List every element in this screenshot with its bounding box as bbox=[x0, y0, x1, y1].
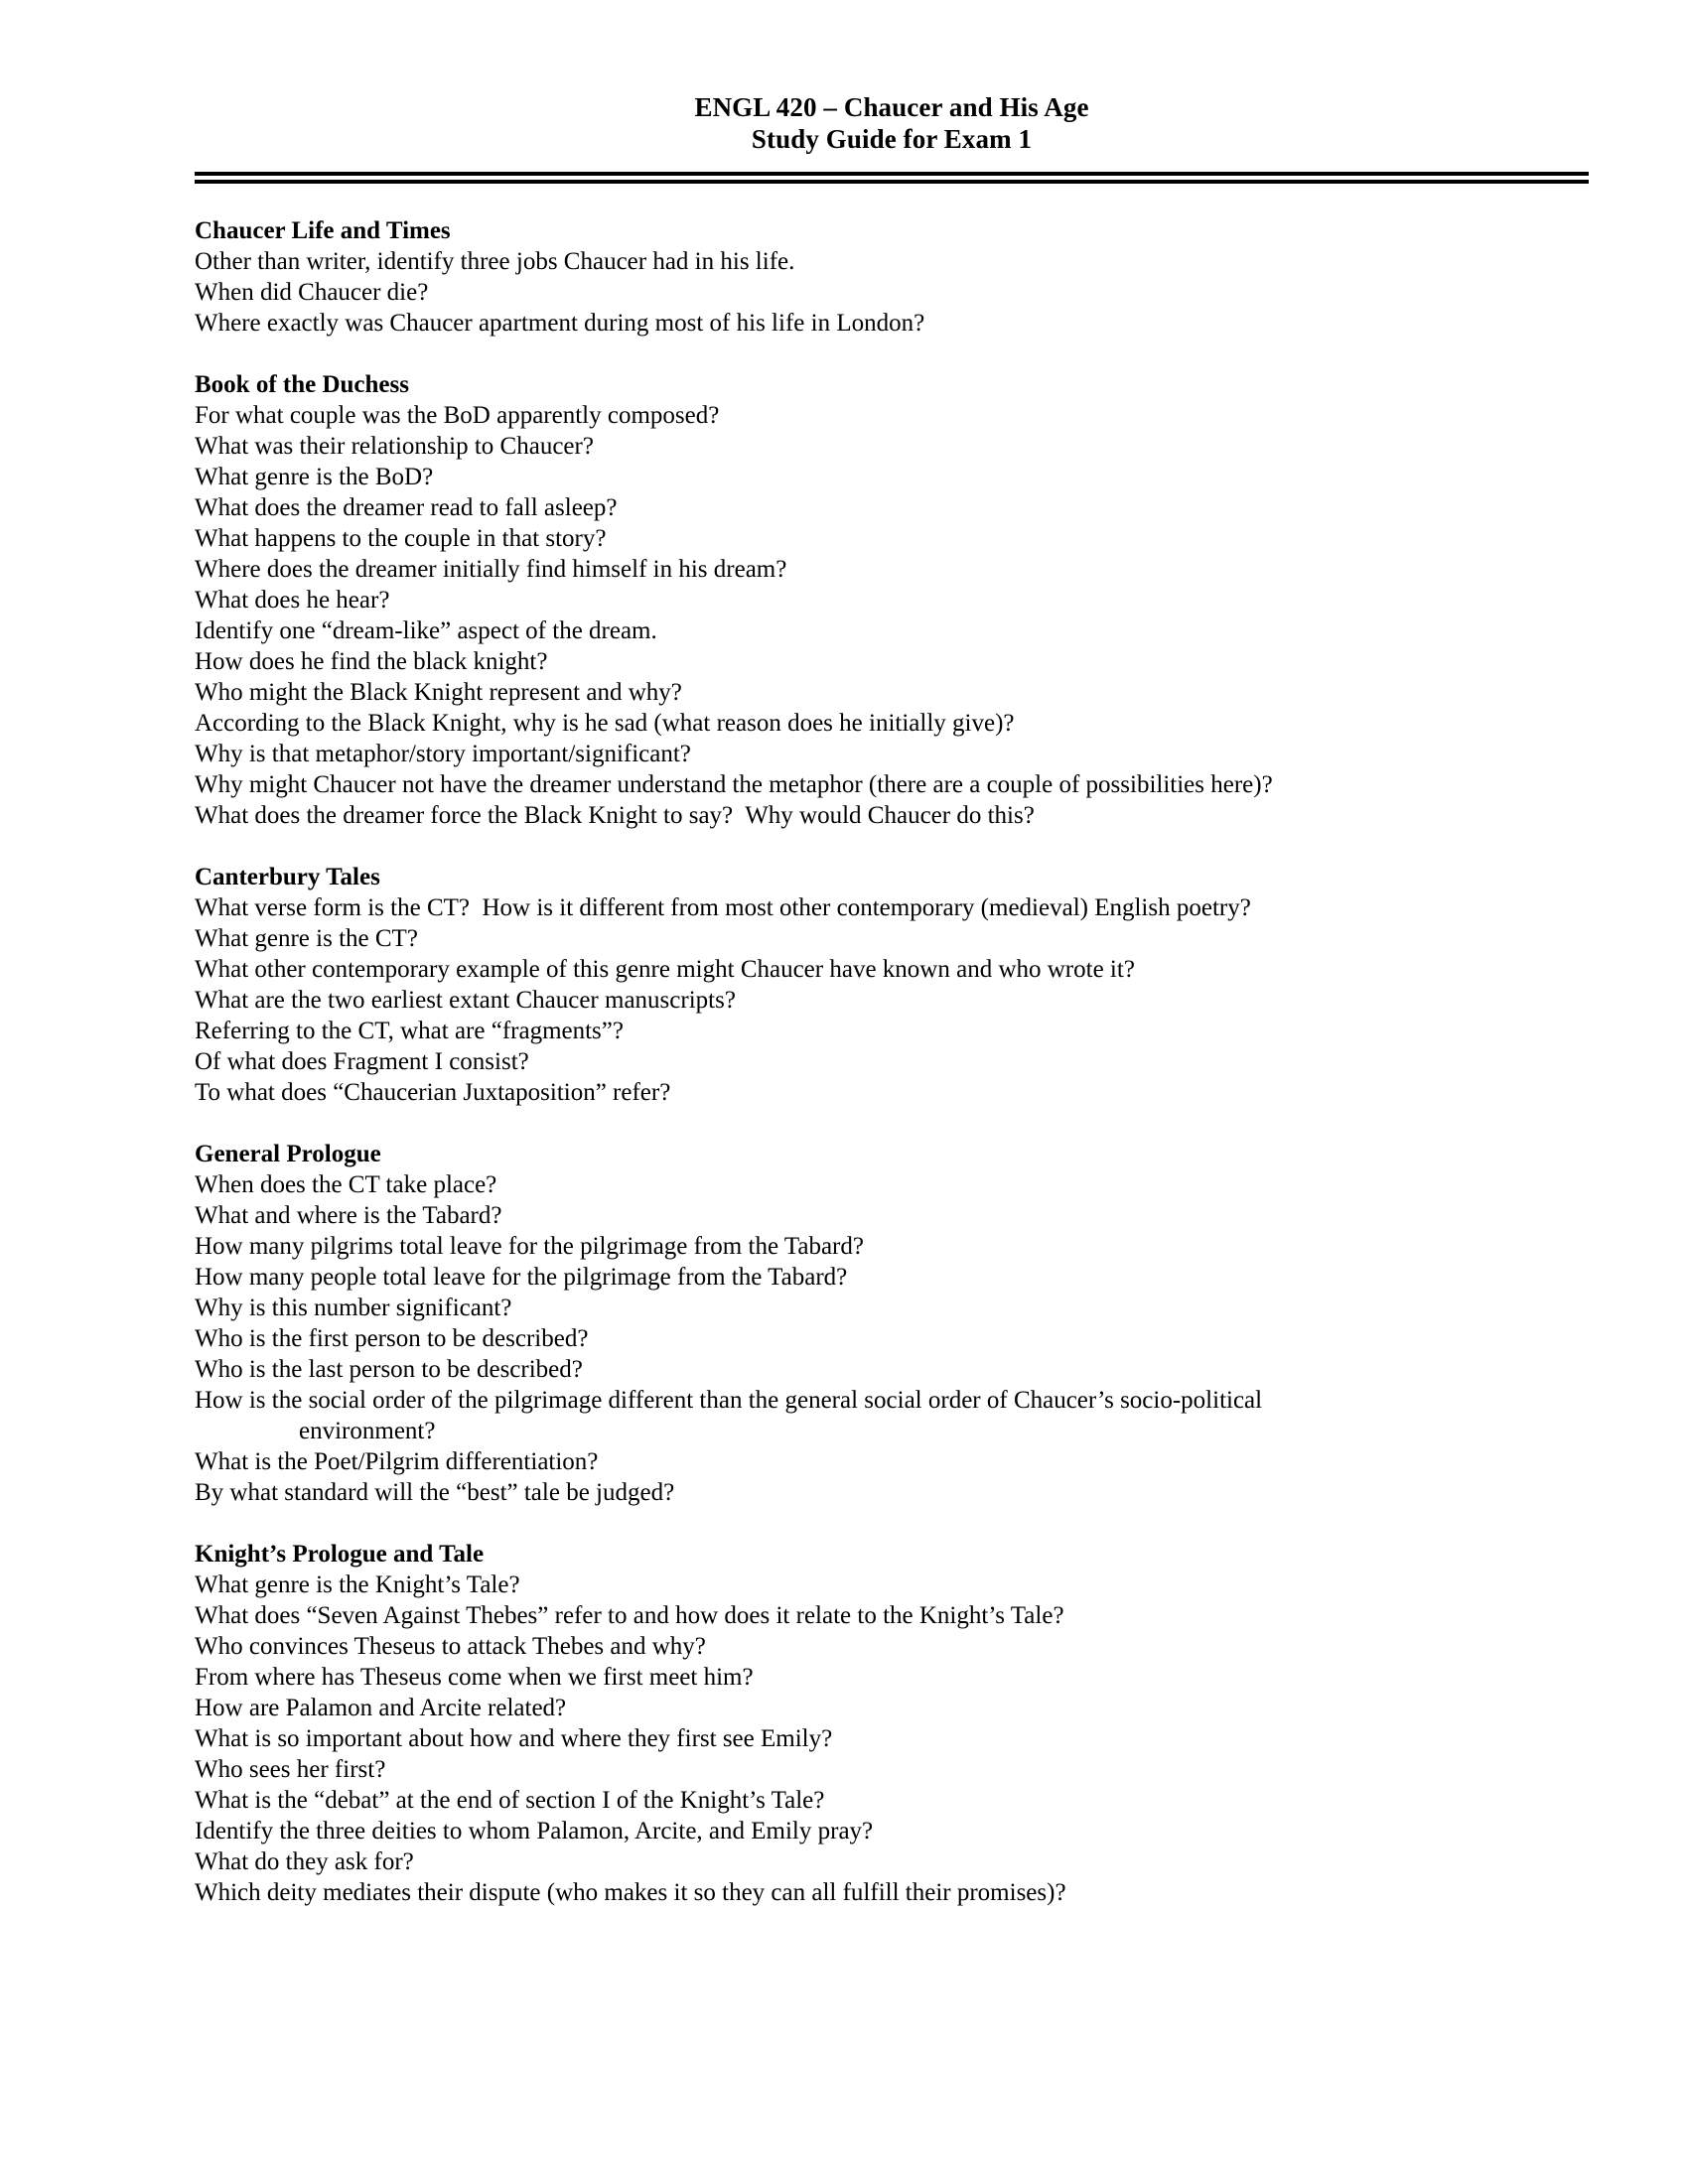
question-line: What is the “debat” at the end of section I of the Knight’s Tale? bbox=[195, 1787, 825, 1814]
question-line: Why is this number significant? bbox=[195, 1295, 512, 1321]
question-line: When does the CT take place? bbox=[195, 1171, 497, 1198]
question-line: By what standard will the “best” tale be judged? bbox=[195, 1479, 675, 1506]
question-line: To what does “Chaucerian Juxtaposition” refer? bbox=[195, 1079, 671, 1106]
question-line: Other than writer, identify three jobs Chaucer had in his life. bbox=[195, 248, 795, 275]
question-line: How many pilgrims total leave for the pilgrimage from the Tabard? bbox=[195, 1233, 864, 1260]
header-divider-rule bbox=[195, 172, 1589, 184]
section-heading: Chaucer Life and Times bbox=[195, 217, 451, 244]
question-line: What does the dreamer read to fall asleep? bbox=[195, 494, 618, 521]
question-line: Who is the last person to be described? bbox=[195, 1356, 583, 1383]
question-line: How many people total leave for the pilgrimage from the Tabard? bbox=[195, 1264, 848, 1291]
section-heading: Canterbury Tales bbox=[195, 864, 380, 890]
question-line: Who convinces Theseus to attack Thebes and why? bbox=[195, 1633, 706, 1660]
study-guide-section bbox=[195, 1139, 1589, 1508]
question-line: Where exactly was Chaucer apartment during most of his life in London? bbox=[195, 310, 925, 337]
question-line: Identify one “dream-like” aspect of the dream. bbox=[195, 617, 657, 644]
question-line: What happens to the couple in that story? bbox=[195, 525, 607, 552]
document-content bbox=[195, 0, 1589, 1908]
question-line: For what couple was the BoD apparently composed? bbox=[195, 402, 720, 429]
document-title-line-1: ENGL 420 – Chaucer and His Age bbox=[694, 92, 1089, 122]
question-line: What genre is the Knight’s Tale? bbox=[195, 1571, 520, 1598]
question-line: How is the social order of the pilgrimage different than the general social order of Chaucer’s socio-political bbox=[195, 1387, 1263, 1414]
question-line: Where does the dreamer initially find himself in his dream? bbox=[195, 556, 787, 583]
question-line: What does “Seven Against Thebes” refer to and how does it relate to the Knight’s Tale? bbox=[195, 1602, 1064, 1629]
section-heading: General Prologue bbox=[195, 1141, 381, 1167]
question-line: What does he hear? bbox=[195, 587, 390, 614]
question-line: From where has Theseus come when we first meet him? bbox=[195, 1664, 754, 1691]
question-line: Who sees her first? bbox=[195, 1756, 386, 1783]
question-line: What does the dreamer force the Black Knight to say? Why would Chaucer do this? bbox=[195, 802, 1035, 829]
question-line: What are the two earliest extant Chaucer manuscripts? bbox=[195, 987, 736, 1014]
document-header bbox=[195, 0, 1589, 155]
question-line: Who is the first person to be described? bbox=[195, 1325, 589, 1352]
question-line: What is the Poet/Pilgrim differentiation? bbox=[195, 1448, 599, 1475]
divider-bar-bottom bbox=[195, 180, 1589, 184]
question-line: What was their relationship to Chaucer? bbox=[195, 433, 594, 460]
study-guide-section bbox=[195, 1539, 1589, 1908]
question-line: What genre is the CT? bbox=[195, 925, 418, 952]
study-guide-section bbox=[195, 369, 1589, 831]
study-guide-section bbox=[195, 862, 1589, 1108]
question-line: How are Palamon and Arcite related? bbox=[195, 1695, 567, 1721]
question-line: What verse form is the CT? How is it different from most other contemporary (medieval) English poetry? bbox=[195, 894, 1251, 921]
question-line: What do they ask for? bbox=[195, 1848, 414, 1875]
question-line: What is so important about how and where they first see Emily? bbox=[195, 1725, 833, 1752]
study-guide-sections bbox=[195, 215, 1589, 1908]
question-line: What genre is the BoD? bbox=[195, 464, 434, 490]
question-line: Which deity mediates their dispute (who makes it so they can all fulfill their promises)? bbox=[195, 1879, 1066, 1906]
study-guide-section bbox=[195, 215, 1589, 339]
question-line: Referring to the CT, what are “fragments”? bbox=[195, 1018, 624, 1044]
question-line: Identify the three deities to whom Palamon, Arcite, and Emily pray? bbox=[195, 1818, 874, 1844]
question-line: How does he find the black knight? bbox=[195, 648, 548, 675]
section-heading: Knight’s Prologue and Tale bbox=[195, 1541, 485, 1568]
section-heading: Book of the Duchess bbox=[195, 371, 409, 398]
question-line: Of what does Fragment I consist? bbox=[195, 1048, 529, 1075]
question-line: When did Chaucer die? bbox=[195, 279, 429, 306]
question-line: What other contemporary example of this genre might Chaucer have known and who wrote it? bbox=[195, 956, 1135, 983]
document-title-line-2: Study Guide for Exam 1 bbox=[751, 124, 1033, 154]
question-line: What and where is the Tabard? bbox=[195, 1202, 502, 1229]
question-line: Why might Chaucer not have the dreamer understand the metaphor (there are a couple of possibilities here)? bbox=[195, 771, 1273, 798]
question-line: Who might the Black Knight represent and why? bbox=[195, 679, 682, 706]
question-line-continuation: environment? bbox=[299, 1418, 436, 1444]
question-line: According to the Black Knight, why is he sad (what reason does he initially give)? bbox=[195, 710, 1015, 737]
question-line: Why is that metaphor/story important/significant? bbox=[195, 741, 691, 767]
